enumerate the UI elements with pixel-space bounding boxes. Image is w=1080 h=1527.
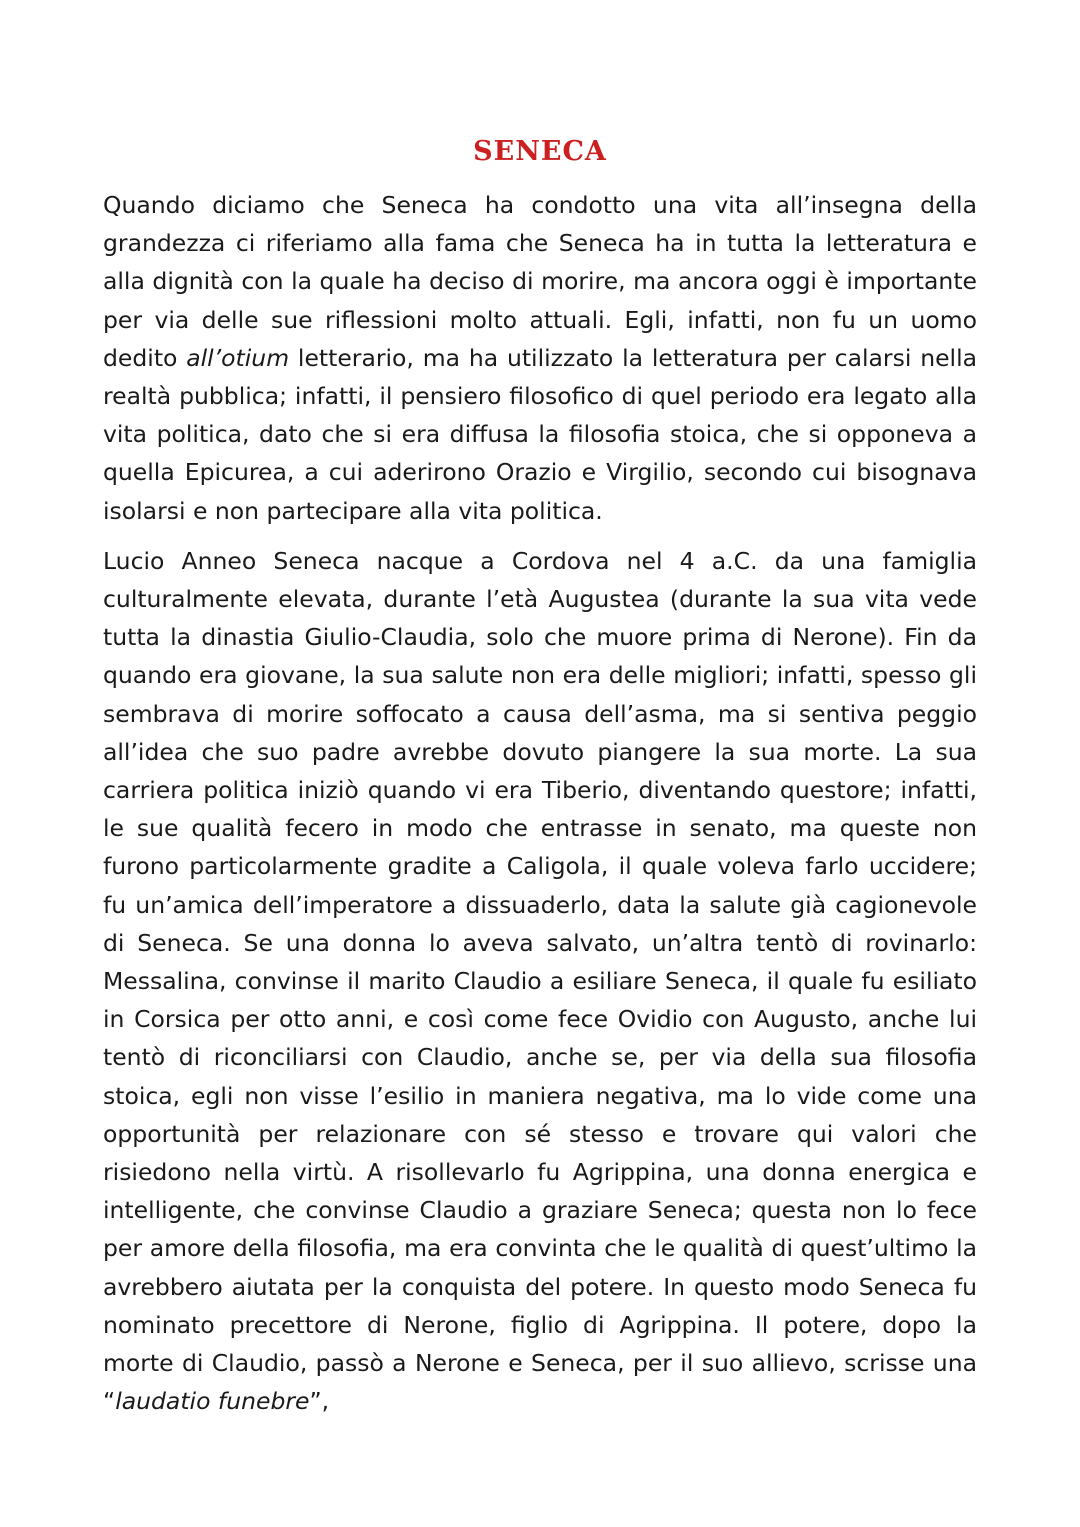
paragraph-biography-emphasis: laudatio funebre [115,1387,310,1416]
paragraph-biography [103,542,977,1421]
document-page [103,132,977,1421]
paragraph-intro-text-b: letterario, ma ha utilizzato la letteratura per calarsi nella realtà pubblica; infatti, il pensiero filosofico di quel periodo era legato alla vita politica, dato che si era diffusa la filosofia stoica, che si opponeva a quella Epicurea, a cui aderirono Orazio e Virgilio, secondo cui bisognava isolarsi e non partecipare alla vita politica. [103,343,978,525]
paragraph-intro-text-a: Quando diciamo che Seneca ha condotto una vita all’insegna della grandezza ci riferiamo alla fama che Seneca ha in tutta la letteratura e alla dignità con la quale ha deciso di morire, ma ancora oggi è importante per via delle sue riflessioni molto attuali. Egli, infatti, non fu un uomo dedito [103,191,977,372]
paragraph-intro [103,186,977,530]
paragraph-biography-text-b: ”, [309,1387,330,1416]
paragraph-biography-text-a: Lucio Anneo Seneca nacque a Cordova nel 4 a.C. da una famiglia culturalmente elevata, durante l’età Augustea (durante la sua vita vede tutta la dinastia Giulio-Claudia, solo che muore prima di Nerone). Fin da quando era giovane, la sua salute non era delle migliori; infatti, spesso gli sembrava di morire soffocato a causa dell’asma, ma si sentiva peggio all’idea che suo padre avrebbe dovuto piangere la sua morte. La sua carriera politica iniziò quando vi era Tiberio, diventando questore; infatti, le sue qualità fecero in modo che entrasse in senato, ma queste non furono particolarmente gradite a Caligola, il quale voleva farlo uccidere; fu un’amica dell’imperatore a dissuaderlo, data la salute già cagionevole di Seneca. Se una donna lo aveva salvato, un’altra tentò di rovinarlo: Messalina, convinse il marito Claudio a esiliare Seneca, il quale fu esiliato in Corsica per otto anni, e così come fece Ovidio con Augusto, anche lui tentò di riconciliarsi con Claudio, anche se, per via della sua filosofia stoica, egli non visse l’esilio in maniera negativa, ma lo vide come una opportunità per relazionare con sé stesso e trovare qui valori che risiedono nella virtù. A risollevarlo fu Agrippina, una donna energica e intelligente, che convinse Claudio a graziare Seneca; questa non lo fece per amore della filosofia, ma era convinta che le qualità di quest’ultimo la avrebbero aiutata per la conquista del potere. In questo modo Seneca fu nominato precettore di Nerone, figlio di Agrippina. Il potere, dopo la morte di Claudio, passò a Nerone e Seneca, per il suo allievo, scrisse una “ [103,546,977,1416]
document-title: SENECA [473,136,607,167]
paragraph-intro-emphasis: all’otium [186,343,290,372]
